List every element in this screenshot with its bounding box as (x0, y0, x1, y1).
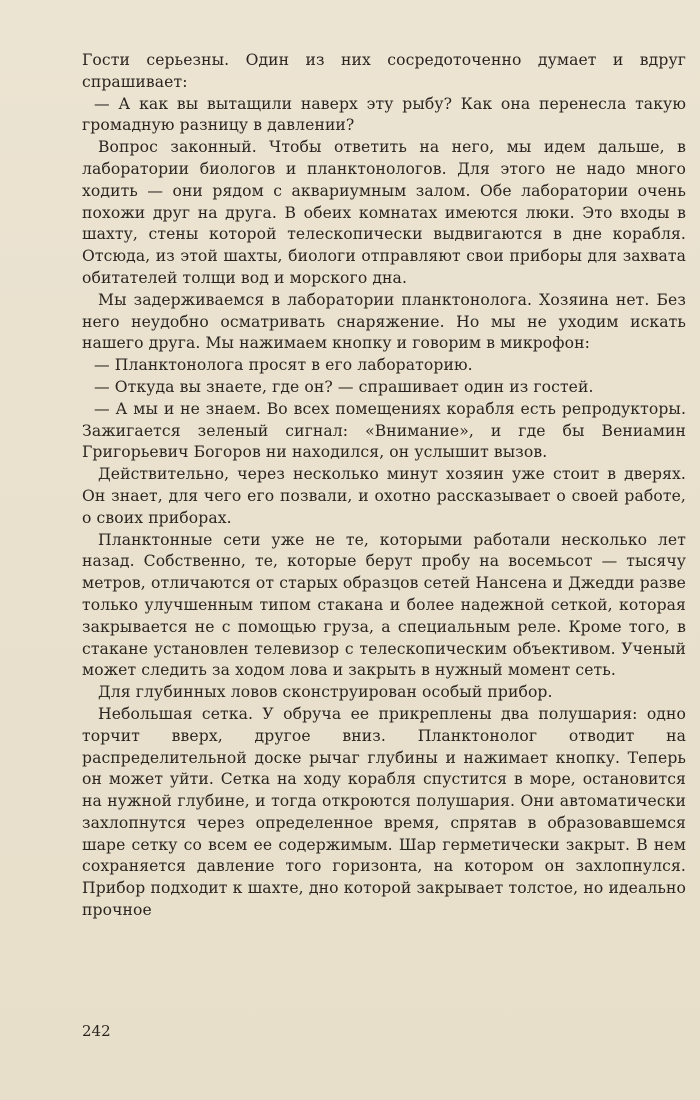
paragraph-8: Действительно, через несколько минут хозяин уже стоит в дверях. Он знает, для чего его позвали, и охотно рассказывает о своей работе, о своих приборах. (82, 465, 686, 527)
paragraph-3: Вопрос законный. Чтобы ответить на него, мы идем дальше, в лаборатории биологов и планктонологов. Для этого не надо много ходить — они рядом с аквариумным залом. Обе лаборатории очень похожи друг на друга. В обеих комнатах имеются люки. Это входы в шахту, стены которой телескопически выдвигаются в дне корабля. Отсюда, из этой шахты, биологи отправляют свои приборы для захвата обитателей толщи вод и морского дна. (82, 138, 686, 287)
body-text (82, 50, 686, 922)
paragraph-9: Планктонные сети уже не те, которыми работали несколько лет назад. Собственно, те, которые берут пробу на восемьсот — тысячу метров, отличаются от старых образцов сетей Нансена и Джедди разве только улучшенным типом стакана и более надежной сеткой, которая закрывается не с помощью груза, а специальным реле. Кроме того, в стакане установлен телевизор с телескопическим объективом. Ученый может следить за ходом лова и закрыть в нужный момент сеть. (82, 530, 686, 680)
paragraph-7: — А мы и не знаем. Во всех помещениях корабля есть репродукторы. Зажигается зеленый сигнал: «Внимание», и где бы Вениамин Григорьевич Богоров ни находился, он услышит вызов. (82, 399, 686, 462)
paragraph-5: — Планктонолога просят в его лабораторию. (94, 356, 473, 375)
paragraph-1: Гости серьезны. Один из них сосредоточенно думает и вдруг спрашивает: (82, 51, 686, 91)
paragraph-6: — Откуда вы знаете, где он? — спрашивает один из гостей. (94, 377, 594, 396)
paragraph-4: Мы задерживаемся в лаборатории планктонолога. Хозяина нет. Без него неудобно осматривать снаряжение. Но мы не уходим искать нашего друга. Мы нажимаем кнопку и говорим в микрофон: (82, 290, 686, 353)
paragraph-2: — А как вы вытащили наверх эту рыбу? Как она перенесла такую громадную разницу в давлении? (82, 94, 686, 135)
page-number: 242 (82, 1022, 111, 1040)
paragraph-11: Небольшая сетка. У обруча ее прикреплены два полушария: одно торчит вверх, другое вниз. Планктонолог отводит на распределительной доске рычаг глубины и нажимает кнопку. Теперь он может уйти. Сетка на ходу корабля спустится в море, остановится на нужной глубине, и тогда откроются полушария. Они автоматически захлопнутся через определенное время, спрятав в образовавшемся шаре сетку со всем ее содержимым. Шар герметически закрыт. В нем сохраняется давление того горизонта, на котором он захлопнулся. Прибор подходит к шахте, дно которой закрывает толстое, но идеально прочное (82, 704, 686, 920)
paragraph-10: Для глубинных ловов сконструирован особый прибор. (98, 683, 553, 702)
